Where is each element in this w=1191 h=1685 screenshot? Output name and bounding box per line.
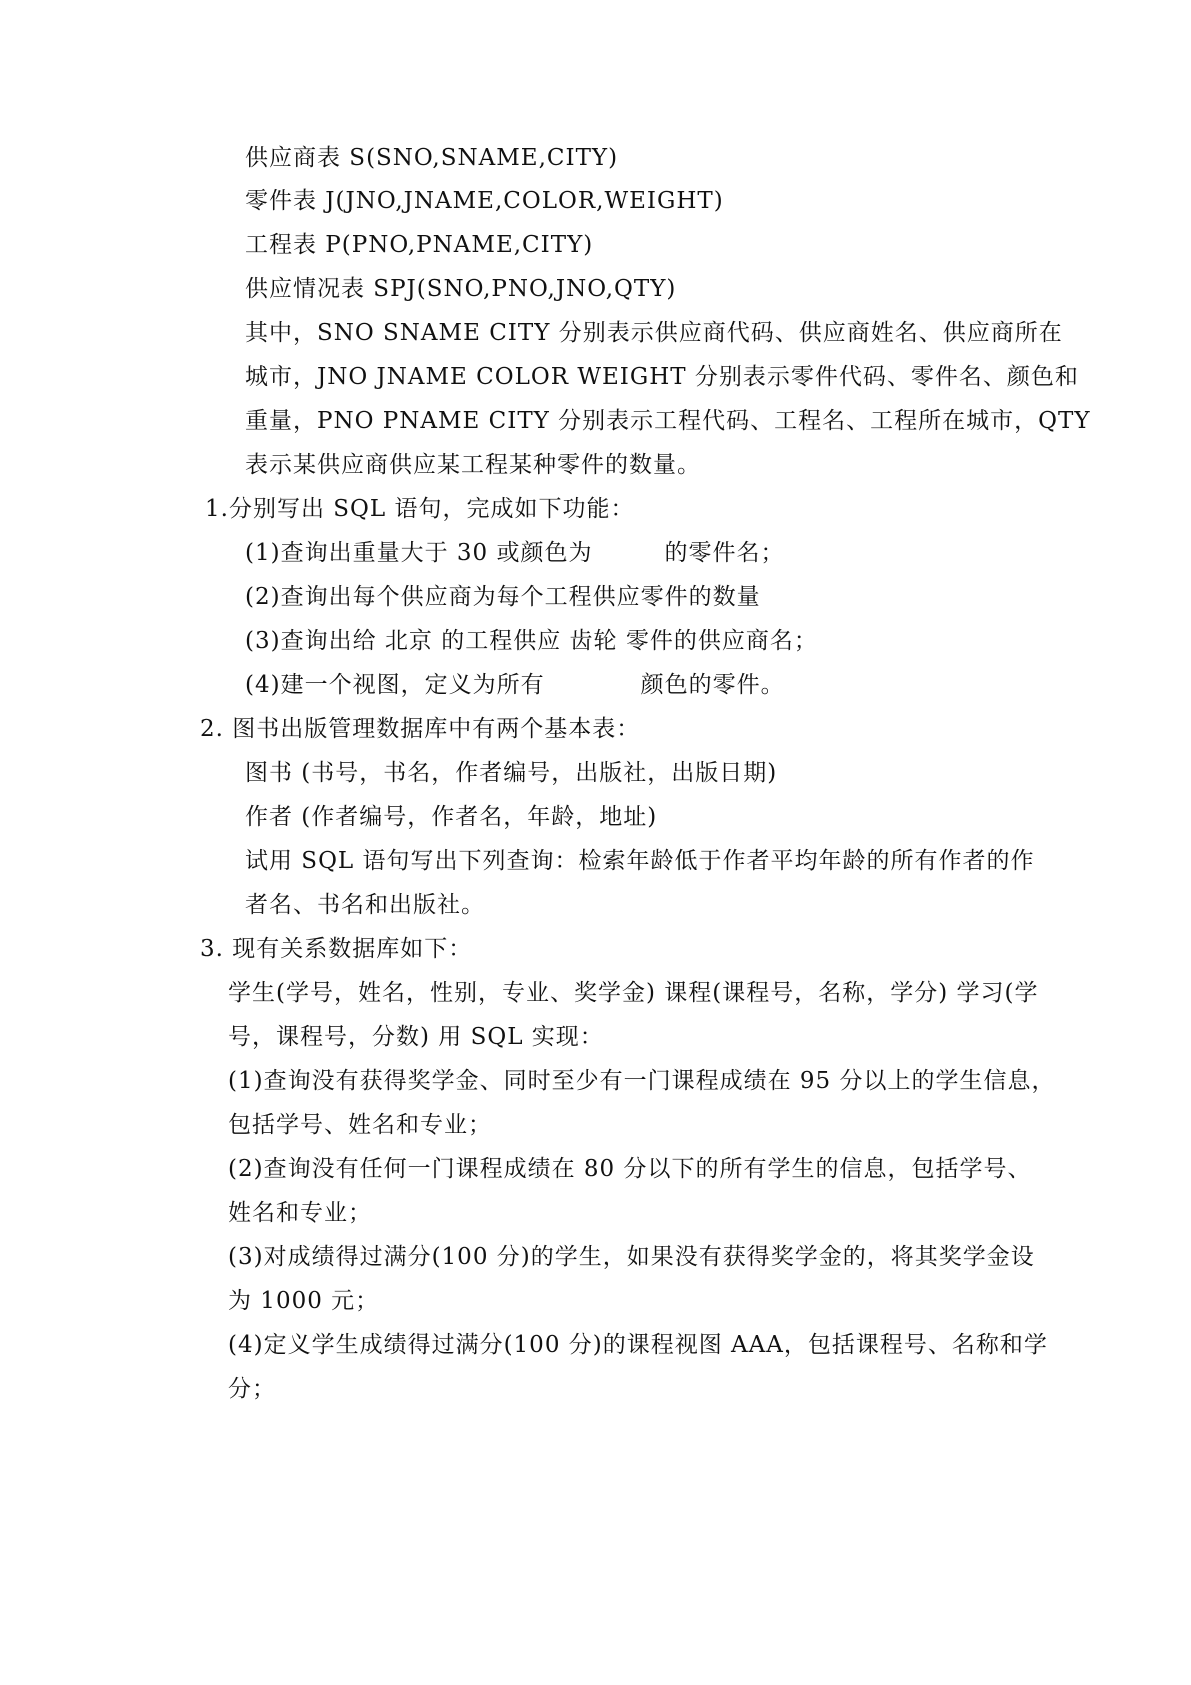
question-3-item: (3)对成绩得过满分(100 分)的学生，如果没有获得奖学金的，将其奖学金设: [228, 1244, 1035, 1270]
question-2-line: 作者 (作者编号，作者名，年龄，地址): [245, 804, 658, 830]
question-1-item: (3)查询出给 北京 的工程供应 齿轮 零件的供应商名；: [245, 628, 818, 654]
question-3-line: 学生(学号，姓名，性别，专业、奖学金) 课程(课程号，名称，学分) 学习(学: [228, 980, 1039, 1006]
question-3-item: (4)定义学生成绩得过满分(100 分)的课程视图 AAA，包括课程号、名称和学: [228, 1332, 1048, 1358]
table-spj-definition: 供应情况表 SPJ(SNO,PNO,JNO,QTY): [245, 276, 677, 302]
question-2-line: 试用 SQL 语句写出下列查询：检索年龄低于作者平均年龄的所有作者的作: [245, 848, 1035, 874]
question-1-item: (2)查询出每个供应商为每个工程供应零件的数量: [245, 584, 761, 610]
question-3-item: (2)查询没有任何一门课程成绩在 80 分以下的所有学生的信息，包括学号、: [228, 1156, 1032, 1182]
question-3-item: 包括学号、姓名和专业；: [228, 1112, 492, 1138]
question-3-item: (1)查询没有获得奖学金、同时至少有一门课程成绩在 95 分以上的学生信息，: [228, 1068, 1056, 1094]
question-3-item: 姓名和专业；: [228, 1200, 372, 1226]
question-1-item: (4)建一个视图，定义为所有 颜色的零件。: [245, 672, 785, 698]
description-line: 其中，SNO SNAME CITY 分别表示供应商代码、供应商姓名、供应商所在: [245, 320, 1063, 346]
question-3-heading: 3. 现有关系数据库如下：: [200, 936, 473, 962]
description-line: 城市，JNO JNAME COLOR WEIGHT 分别表示零件代码、零件名、颜色和: [245, 364, 1079, 390]
table-p-definition: 工程表 P(PNO,PNAME,CITY): [245, 232, 594, 258]
description-line: 表示某供应商供应某工程某种零件的数量。: [245, 452, 701, 478]
question-2-line: 图书 (书号，书名，作者编号，出版社，出版日期): [245, 760, 778, 786]
question-3-line: 号，课程号，分数) 用 SQL 实现：: [228, 1024, 604, 1050]
question-3-item: 分；: [228, 1376, 276, 1402]
question-2-line: 者名、书名和出版社。: [245, 892, 485, 918]
question-3-item: 为 1000 元；: [228, 1288, 380, 1314]
description-line: 重量，PNO PNAME CITY 分别表示工程代码、工程名、工程所在城市，QTY: [245, 408, 1091, 434]
question-1-heading: 1.分别写出 SQL 语句，完成如下功能：: [205, 496, 635, 522]
question-2-heading: 2. 图书出版管理数据库中有两个基本表：: [200, 716, 641, 742]
table-s-definition: 供应商表 S(SNO,SNAME,CITY): [245, 145, 619, 171]
table-j-definition: 零件表 J(JNO,JNAME,COLOR,WEIGHT): [245, 188, 724, 214]
question-1-item: (1)查询出重量大于 30 或颜色为 的零件名；: [245, 540, 785, 566]
